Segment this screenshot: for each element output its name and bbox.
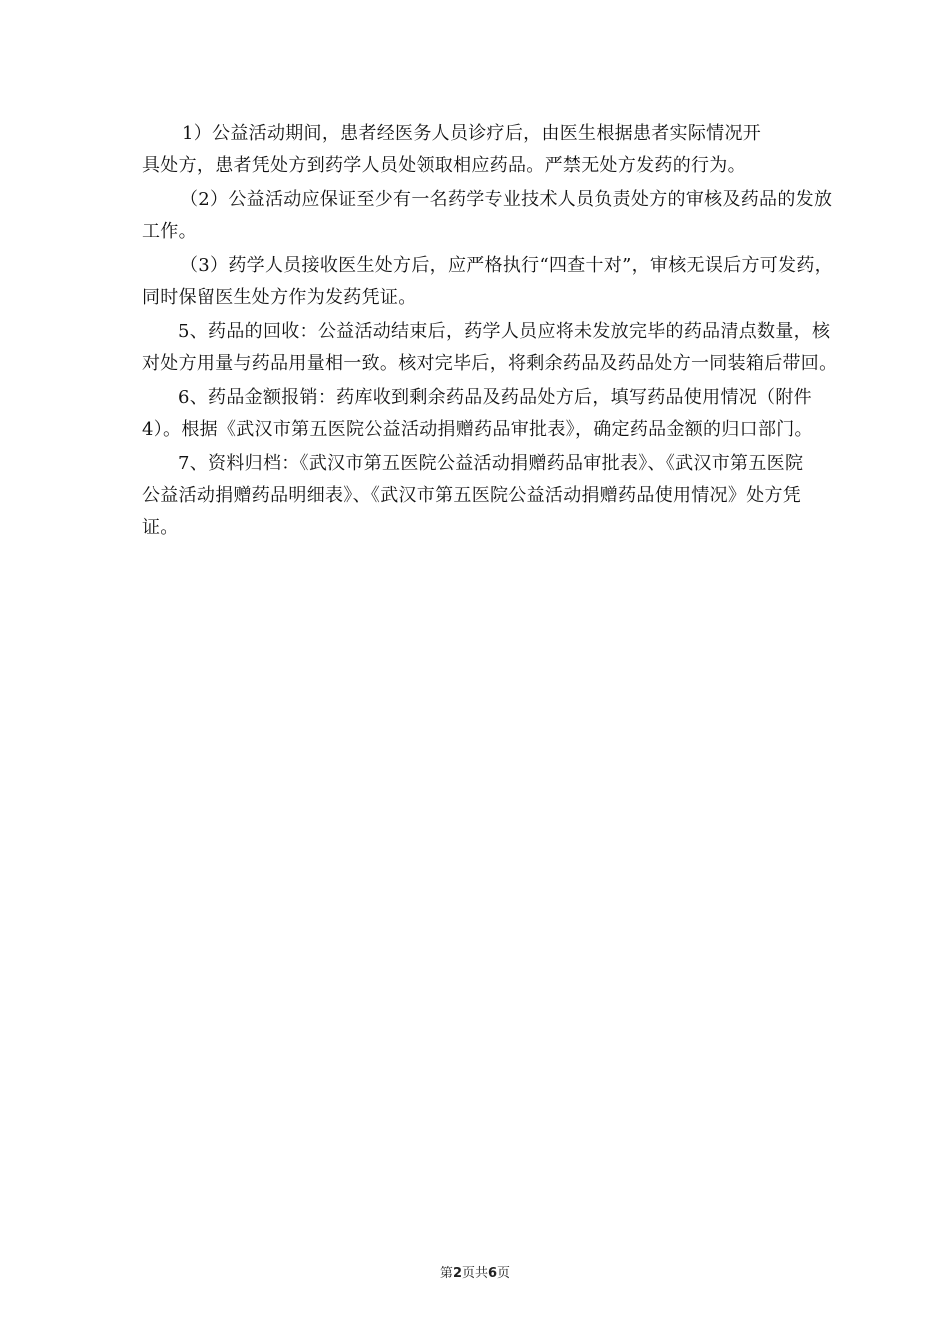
- paragraph-6-line-3: 证。: [142, 517, 179, 538]
- paragraph-6: [142, 448, 872, 544]
- paragraph-5-line-2: 4）。根据《武汉市第五医院公益活动捐赠药品审批表》，确定药品金额的归口部门。: [142, 419, 813, 440]
- paragraph-3-line-2: 同时保留医生处方作为发药凭证。: [142, 287, 417, 308]
- paragraph-1: [142, 118, 872, 182]
- paragraph-6-line-1: 7、资料归档：《武汉市第五医院公益活动捐赠药品审批表》、《武汉市第五医院: [178, 453, 804, 474]
- paragraph-6-line-2: 公益活动捐赠药品明细表》、《武汉市第五医院公益活动捐赠药品使用情况》处方凭: [142, 485, 802, 506]
- footer-total-pages: 6: [488, 1266, 498, 1281]
- footer-prefix: 第: [439, 1266, 453, 1281]
- paragraph-1-line-2: 具处方，患者凭处方到药学人员处领取相应药品。严禁无处方发药的行为。: [142, 155, 746, 176]
- footer-suffix: 页: [497, 1266, 511, 1281]
- paragraph-4-line-2: 对处方用量与药品用量相一致。核对完毕后，将剩余药品及药品处方一同装箱后带回。: [142, 353, 838, 374]
- footer-middle: 页共: [461, 1266, 488, 1281]
- paragraph-4-line-1: 5、药品的回收：公益活动结束后，药学人员应将未发放完毕的药品清点数量，核: [178, 321, 831, 342]
- paragraph-3-line-1: （3）药学人员接收医生处方后，应严格执行“四查十对”，审核无误后方可发药，: [180, 255, 833, 276]
- paragraph-2: [142, 184, 872, 248]
- paragraph-2-line-1: （2）公益活动应保证至少有一名药学专业技术人员负责处方的审核及药品的发放: [180, 189, 833, 210]
- paragraph-5: [142, 382, 872, 446]
- document-body: [142, 118, 872, 546]
- paragraph-2-line-2: 工作。: [142, 221, 197, 242]
- paragraph-1-line-1: 1）公益活动期间，患者经医务人员诊疗后，由医生根据患者实际情况开: [182, 123, 762, 144]
- paragraph-5-line-1: 6、药品金额报销：药库收到剩余药品及药品处方后，填写药品使用情况（附件: [178, 387, 812, 408]
- paragraph-3: [142, 250, 872, 314]
- page-footer: [0, 1262, 950, 1281]
- paragraph-4: [142, 316, 872, 380]
- footer-current-page: 2: [452, 1266, 462, 1281]
